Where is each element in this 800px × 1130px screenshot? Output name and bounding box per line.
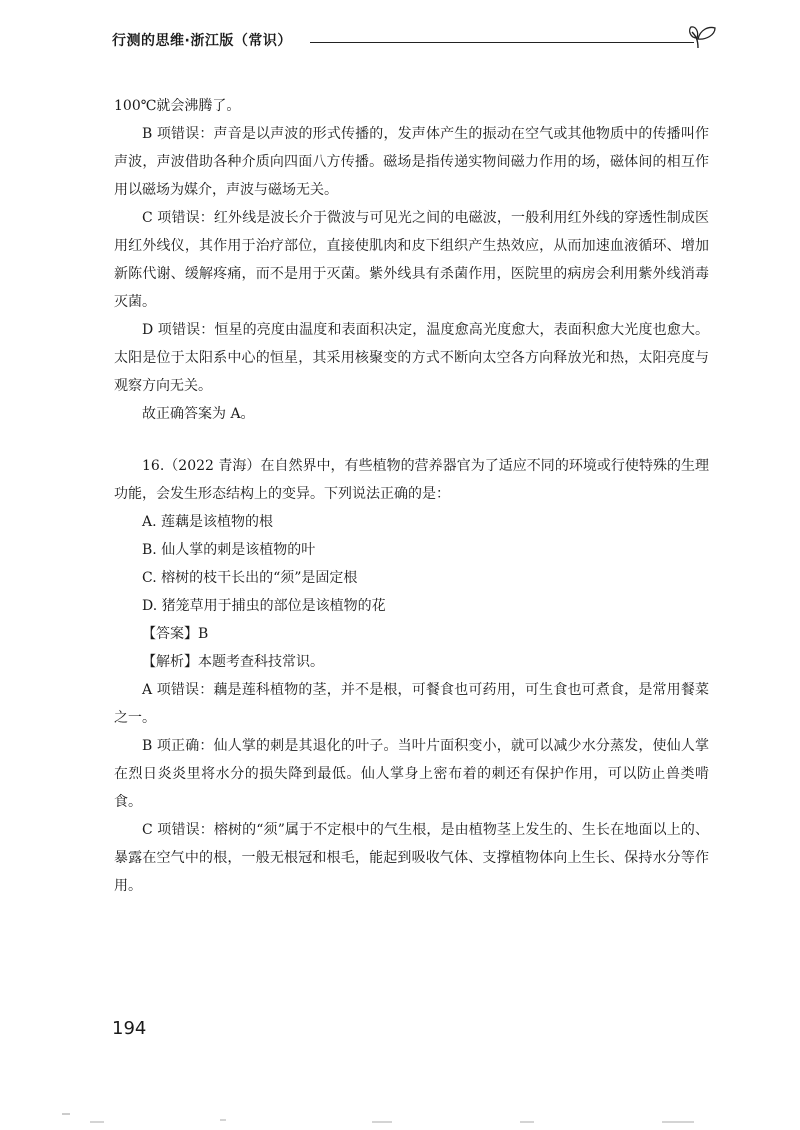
option-b: B. 仙人掌的刺是该植物的叶 bbox=[142, 542, 316, 558]
header-rule bbox=[310, 42, 694, 43]
scan-specks bbox=[0, 1100, 800, 1130]
section-gap bbox=[114, 428, 709, 452]
paragraph: B 项错误：声音是以声波的形式传播的，发声体产生的振动在空气或其他物质中的传播叫作声波，声波借助各种介质向四面八方传播。磁场是指传递实物间磁力作用的场，磁体间的相互作用以磁场为媒介，声波与磁场无关。 bbox=[114, 126, 709, 198]
paragraph: C 项错误：榕树的“须”属于不定根中的气生根，是由植物茎上发生的、生长在地面以上的、暴露在空气中的根，一般无根冠和根毛，能起到吸收气体、支撑植物体向上生长、保持水分等作用。 bbox=[114, 822, 709, 894]
paragraph: C 项错误：红外线是波长介于微波与可见光之间的电磁波，一般利用红外线的穿透性制成医用红外线仪，其作用于治疗部位，直接使肌肉和皮下组织产生热效应，从而加速血液循环、增加新陈代谢、缓解疼痛，而不是用于灭菌。紫外线具有杀菌作用，医院里的病房会利用紫外线消毒灭菌。 bbox=[114, 210, 709, 310]
option-c: C. 榕树的枝干长出的“须”是固定根 bbox=[142, 570, 358, 586]
paragraph: D 项错误：恒星的亮度由温度和表面积决定，温度愈高光度愈大，表面积愈大光度也愈大。太阳是位于太阳系中心的恒星，其采用核聚变的方式不断向太空各方向释放光和热，太阳亮度与观察方向无关。 bbox=[114, 322, 709, 394]
option-d: D. 猪笼草用于捕虫的部位是该植物的花 bbox=[142, 598, 386, 614]
page-number: 194 bbox=[112, 1018, 147, 1039]
analysis-line: 【解析】本题考查科技常识。 bbox=[142, 654, 324, 670]
running-header bbox=[112, 22, 712, 58]
paragraph: A 项错误：藕是莲科植物的茎，并不是根，可餐食也可药用，可生食也可煮食，是常用餐菜之一。 bbox=[114, 682, 709, 726]
page-body bbox=[114, 92, 709, 900]
paragraph: B 项正确：仙人掌的刺是其退化的叶子。当叶片面积变小，就可以减少水分蒸发，使仙人掌在烈日炎炎里将水分的损失降到最低。仙人掌身上密布着的刺还有保护作用，可以防止兽类啃食。 bbox=[114, 738, 709, 810]
question-stem: 16.（2022 青海）在自然界中，有些植物的营养器官为了适应不同的环境或行使特殊的生理功能，会发生形态结构上的变异。下列说法正确的是： bbox=[114, 458, 709, 502]
answer-conclusion: 故正确答案为 A。 bbox=[142, 406, 255, 422]
option-a: A. 莲藕是该植物的根 bbox=[142, 514, 274, 530]
paragraph: 100℃就会沸腾了。 bbox=[114, 98, 241, 114]
sprout-icon bbox=[688, 22, 718, 50]
answer-line: 【答案】B bbox=[142, 626, 209, 642]
book-title: 行测的思维·浙江版（常识） bbox=[112, 33, 292, 49]
